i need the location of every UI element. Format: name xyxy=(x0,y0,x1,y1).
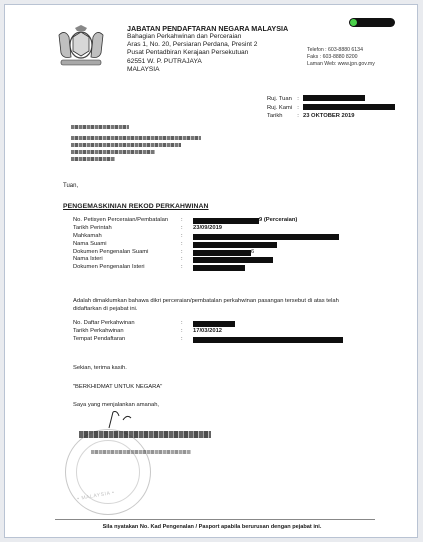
reference-block: Ruj. Tuan : Ruj. Kami : Tarikh : 23 OKTOBER 2019 xyxy=(267,95,395,121)
status-indicator xyxy=(349,18,395,27)
redaction xyxy=(193,257,273,263)
field-row: No. Daftar Perkahwinan : xyxy=(73,320,343,328)
redaction xyxy=(193,250,251,256)
coat-of-arms-logo xyxy=(53,25,109,67)
field-row: Nama Isteri : xyxy=(73,256,339,264)
field-row: Mahkamah : xyxy=(73,233,339,241)
closing-thanks: Sekian, terima kasih. xyxy=(73,365,127,371)
blurred-text xyxy=(71,143,181,147)
blurred-text xyxy=(71,136,201,140)
blurred-text xyxy=(71,157,115,161)
address-line: 62551 W. P. PUTRAJAYA xyxy=(127,57,202,65)
address-line: Pusat Pentadbiran Kerajaan Persekutuan xyxy=(127,49,249,57)
redaction xyxy=(193,234,339,240)
address-line: MALAYSIA xyxy=(127,65,160,73)
fax-number: Faks : 603-8880 8200 xyxy=(307,54,358,60)
stamp-text: • MALAYSIA • xyxy=(76,489,116,503)
marriage-details xyxy=(73,320,343,344)
ref-label: Ruj. Tuan xyxy=(267,96,292,102)
signatory-name-blurred xyxy=(79,431,211,438)
field-row: Tempat Pendaftaran : xyxy=(73,336,343,344)
field-row: Tarikh Perkahwinan : 17/03/2012 xyxy=(73,327,223,334)
salutation: Tuan, xyxy=(63,183,79,189)
signatory-designation xyxy=(91,450,191,456)
letter-date: 23 OKTOBER 2019 xyxy=(303,113,355,120)
redaction xyxy=(303,95,365,101)
redaction xyxy=(193,265,245,271)
ref-label: Ruj. Kami xyxy=(267,104,293,111)
letterhead xyxy=(127,24,317,74)
address-line: Bahagian Perkahwinan dan Perceraian xyxy=(127,33,242,40)
divorce-details xyxy=(73,217,339,272)
field-row: Tarikh Perintah : 23/09/2019 xyxy=(73,224,223,231)
website: Laman Web: www.jpn.gov.my xyxy=(307,61,375,67)
blurred-text xyxy=(71,125,129,129)
field-row: Dokumen Pengenalan Suami : 6 xyxy=(73,248,255,255)
field-row: Nama Suami : xyxy=(73,241,339,249)
redaction xyxy=(193,218,259,224)
redaction xyxy=(193,337,343,343)
closing-motto: "BERKHIDMAT UNTUK NEGARA" xyxy=(73,384,163,390)
contact-block xyxy=(307,47,375,68)
closing-signoff: Saya yang menjalankan amanah, xyxy=(73,402,160,408)
footer-divider xyxy=(55,519,375,520)
blurred-text xyxy=(71,150,155,154)
field-row: No. Petisyen Perceraian/Pembatalan : 9 (Perceraian) xyxy=(73,217,298,223)
field-row: Dokumen Pengenalan Isteri : xyxy=(73,264,339,272)
redaction xyxy=(193,321,235,327)
redaction xyxy=(303,104,395,110)
letter-subject: PENGEMASKINIAN REKOD PERKAHWINAN xyxy=(63,203,209,210)
body-paragraph: Adalah dimaklumkan bahawa dikri perceraian/pembatalan perkahwinan pasangan tersebut di atas telah didaftarkan di pejabat ini. xyxy=(73,298,339,313)
phone-number: Telefon : 603-8880 6134 xyxy=(307,47,363,53)
letter-page xyxy=(4,4,418,538)
redaction xyxy=(193,242,277,248)
date-label: Tarikh xyxy=(267,113,283,120)
signature-mark xyxy=(105,408,139,430)
footer-note: Sila nyatakan No. Kad Pengenalan / Pasport apabila berurusan dengan pejabat ini. xyxy=(102,524,322,530)
address-line: Aras 1, No. 20, Persiaran Perdana, Presint 2 xyxy=(127,41,258,49)
organization-name: JABATAN PENDAFTARAN NEGARA MALAYSIA xyxy=(127,24,289,33)
